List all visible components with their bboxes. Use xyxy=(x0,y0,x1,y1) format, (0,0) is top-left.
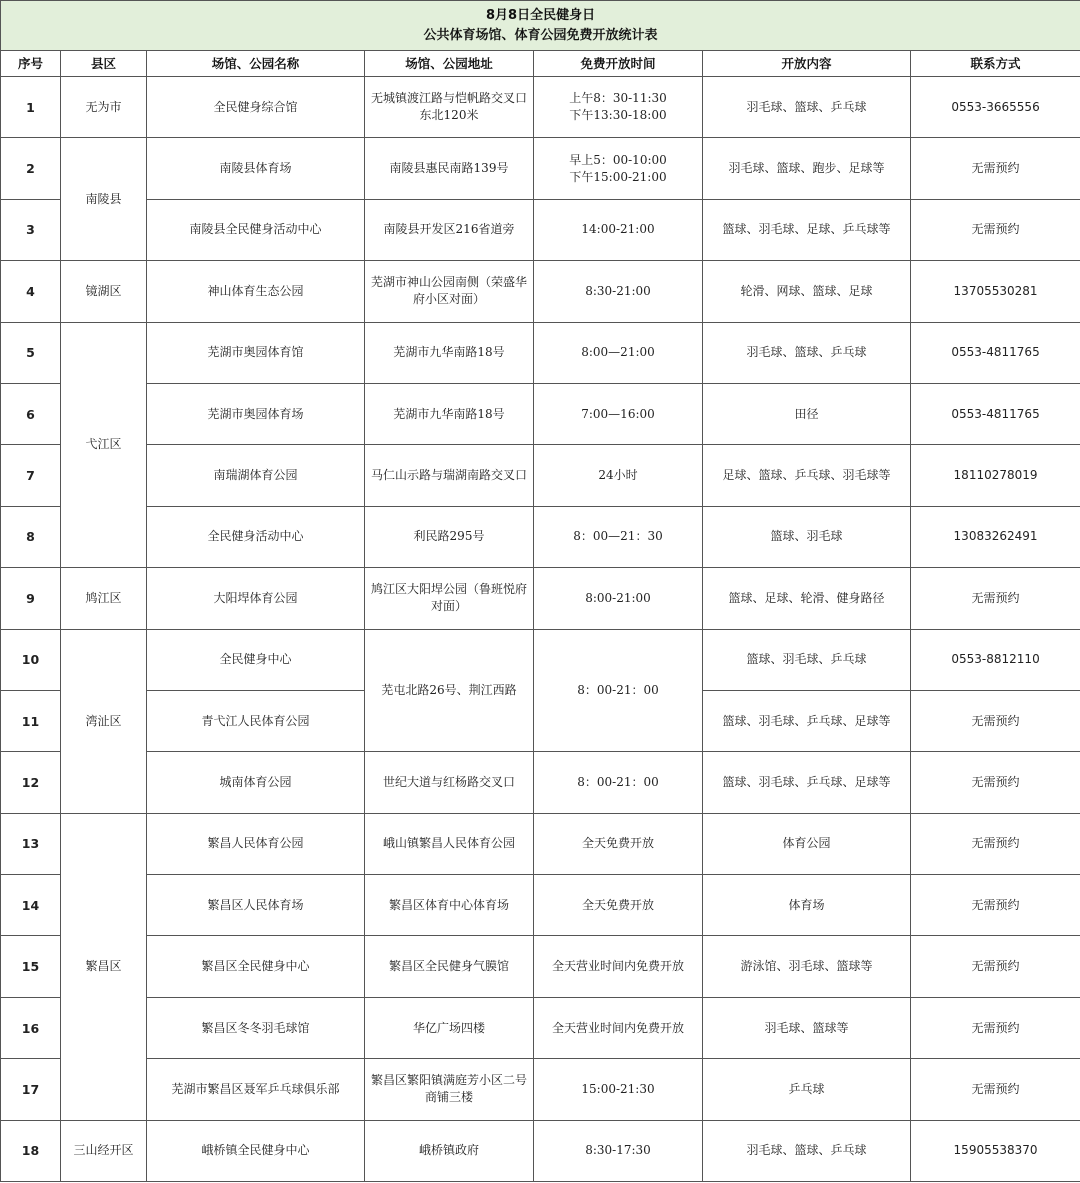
cell-hours: 8:00-21:00 xyxy=(534,568,703,629)
title-row xyxy=(1,1,1080,51)
table-row xyxy=(1,997,1080,1058)
table-row xyxy=(1,383,1080,444)
cell-district: 无为市 xyxy=(61,77,147,138)
cell-name: 芜湖市奥园体育场 xyxy=(147,383,365,444)
cell-address: 峨山镇繁昌人民体育公园 xyxy=(365,813,534,874)
cell-contact: 13083262491 xyxy=(911,506,1080,567)
cell-contact: 无需预约 xyxy=(911,1059,1080,1120)
cell-name: 芜湖市繁昌区聂军乒乓球俱乐部 xyxy=(147,1059,365,1120)
cell-hours: 全天免费开放 xyxy=(534,875,703,936)
cell-name: 神山体育生态公园 xyxy=(147,261,365,322)
header-hours: 免费开放时间 xyxy=(534,51,703,77)
cell-address: 芜屯北路26号、荆江西路 xyxy=(365,629,534,752)
cell-content: 羽毛球、篮球、乒乓球 xyxy=(703,322,911,383)
hours-line-1: 上午8：30-11:30 xyxy=(569,91,667,106)
cell-name: 南瑞湖体育公园 xyxy=(147,445,365,506)
cell-content: 田径 xyxy=(703,383,911,444)
cell-name: 城南体育公园 xyxy=(147,752,365,813)
cell-address: 峨桥镇政府 xyxy=(365,1120,534,1181)
table-row xyxy=(1,875,1080,936)
cell-district: 南陵县 xyxy=(61,138,147,261)
cell-contact: 13705530281 xyxy=(911,261,1080,322)
table-row xyxy=(1,752,1080,813)
cell-seq: 6 xyxy=(1,383,61,444)
cell-address: 世纪大道与红杨路交叉口 xyxy=(365,752,534,813)
cell-contact: 无需预约 xyxy=(911,138,1080,199)
cell-contact: 0553-8812110 xyxy=(911,629,1080,690)
table-row xyxy=(1,138,1080,199)
cell-seq: 17 xyxy=(1,1059,61,1120)
cell-seq: 10 xyxy=(1,629,61,690)
cell-hours: 8:00—21:00 xyxy=(534,322,703,383)
cell-hours: 24小时 xyxy=(534,445,703,506)
cell-seq: 3 xyxy=(1,199,61,260)
header-district: 县区 xyxy=(61,51,147,77)
cell-seq: 1 xyxy=(1,77,61,138)
cell-hours: 全天免费开放 xyxy=(534,813,703,874)
cell-seq: 8 xyxy=(1,506,61,567)
cell-contact: 无需预约 xyxy=(911,936,1080,997)
cell-content: 篮球、羽毛球、乒乓球 xyxy=(703,629,911,690)
cell-hours: 15:00-21:30 xyxy=(534,1059,703,1120)
cell-hours: 全天营业时间内免费开放 xyxy=(534,936,703,997)
cell-name: 南陵县体育场 xyxy=(147,138,365,199)
table-row xyxy=(1,813,1080,874)
cell-address: 芜湖市九华南路18号 xyxy=(365,322,534,383)
table-row xyxy=(1,322,1080,383)
cell-hours: 8:30-21:00 xyxy=(534,261,703,322)
cell-content: 羽毛球、篮球、跑步、足球等 xyxy=(703,138,911,199)
cell-seq: 15 xyxy=(1,936,61,997)
cell-seq: 7 xyxy=(1,445,61,506)
cell-address: 利民路295号 xyxy=(365,506,534,567)
cell-name: 峨桥镇全民健身中心 xyxy=(147,1120,365,1181)
cell-content: 篮球、羽毛球、足球、乒乓球等 xyxy=(703,199,911,260)
cell-content: 体育场 xyxy=(703,875,911,936)
cell-seq: 13 xyxy=(1,813,61,874)
cell-district: 鸠江区 xyxy=(61,568,147,629)
table-row xyxy=(1,1059,1080,1120)
cell-content: 羽毛球、篮球、乒乓球 xyxy=(703,77,911,138)
cell-contact: 无需预约 xyxy=(911,813,1080,874)
cell-contact: 无需预约 xyxy=(911,199,1080,260)
table-row xyxy=(1,506,1080,567)
cell-address: 南陵县惠民南路139号 xyxy=(365,138,534,199)
cell-hours: 7:00—16:00 xyxy=(534,383,703,444)
cell-seq: 2 xyxy=(1,138,61,199)
cell-address: 无城镇渡江路与恺帆路交叉口东北120米 xyxy=(365,77,534,138)
title-line-1: 8月8日全民健身日 xyxy=(486,7,596,23)
table-row xyxy=(1,568,1080,629)
cell-content: 篮球、羽毛球、乒乓球、足球等 xyxy=(703,752,911,813)
title-line-2: 公共体育场馆、体育公园免费开放统计表 xyxy=(423,27,658,43)
cell-hours: 8:30-17:30 xyxy=(534,1120,703,1181)
table-row xyxy=(1,936,1080,997)
cell-name: 繁昌人民体育公园 xyxy=(147,813,365,874)
cell-contact: 0553-3665556 xyxy=(911,77,1080,138)
cell-seq: 9 xyxy=(1,568,61,629)
cell-contact: 0553-4811765 xyxy=(911,322,1080,383)
cell-contact: 18110278019 xyxy=(911,445,1080,506)
cell-content: 足球、篮球、乒乓球、羽毛球等 xyxy=(703,445,911,506)
cell-content: 轮滑、网球、篮球、足球 xyxy=(703,261,911,322)
header-address: 场馆、公园地址 xyxy=(365,51,534,77)
cell-name: 全民健身综合馆 xyxy=(147,77,365,138)
table-row xyxy=(1,1120,1080,1181)
cell-content: 篮球、足球、轮滑、健身路径 xyxy=(703,568,911,629)
cell-content: 篮球、羽毛球 xyxy=(703,506,911,567)
header-name: 场馆、公园名称 xyxy=(147,51,365,77)
cell-district: 镜湖区 xyxy=(61,261,147,322)
cell-hours: 14:00-21:00 xyxy=(534,199,703,260)
hours-line-2: 下午15:00-21:00 xyxy=(569,169,667,184)
cell-seq: 11 xyxy=(1,690,61,751)
cell-district: 三山经开区 xyxy=(61,1120,147,1181)
cell-seq: 18 xyxy=(1,1120,61,1181)
cell-contact: 无需预约 xyxy=(911,568,1080,629)
cell-contact: 无需预约 xyxy=(911,690,1080,751)
cell-address: 繁昌区繁阳镇满庭芳小区二号商铺三楼 xyxy=(365,1059,534,1120)
cell-address: 马仁山示路与瑞湖南路交叉口 xyxy=(365,445,534,506)
cell-address: 繁昌区体育中心体育场 xyxy=(365,875,534,936)
cell-name: 南陵县全民健身活动中心 xyxy=(147,199,365,260)
header-row xyxy=(1,51,1080,77)
cell-hours: 8：00—21：30 xyxy=(534,506,703,567)
cell-seq: 4 xyxy=(1,261,61,322)
cell-content: 羽毛球、篮球、乒乓球 xyxy=(703,1120,911,1181)
table-row xyxy=(1,445,1080,506)
cell-hours: 8：00-21：00 xyxy=(534,629,703,752)
cell-seq: 16 xyxy=(1,997,61,1058)
cell-name: 繁昌区全民健身中心 xyxy=(147,936,365,997)
cell-contact: 0553-4811765 xyxy=(911,383,1080,444)
cell-seq: 5 xyxy=(1,322,61,383)
cell-name: 繁昌区人民体育场 xyxy=(147,875,365,936)
cell-district: 湾沚区 xyxy=(61,629,147,813)
cell-name: 芜湖市奥园体育馆 xyxy=(147,322,365,383)
cell-address: 芜湖市九华南路18号 xyxy=(365,383,534,444)
hours-line-2: 下午13:30-18:00 xyxy=(569,108,667,123)
cell-contact: 无需预约 xyxy=(911,997,1080,1058)
cell-contact: 无需预约 xyxy=(911,875,1080,936)
cell-hours xyxy=(534,77,703,138)
hours-line-1: 早上5：00-10:00 xyxy=(569,152,667,167)
header-seq: 序号 xyxy=(1,51,61,77)
cell-address: 芜湖市神山公园南侧（荣盛华府小区对面） xyxy=(365,261,534,322)
cell-content: 体育公园 xyxy=(703,813,911,874)
cell-hours: 全天营业时间内免费开放 xyxy=(534,997,703,1058)
cell-name: 繁昌区冬冬羽毛球馆 xyxy=(147,997,365,1058)
cell-contact: 15905538370 xyxy=(911,1120,1080,1181)
cell-content: 篮球、羽毛球、乒乓球、足球等 xyxy=(703,690,911,751)
header-content: 开放内容 xyxy=(703,51,911,77)
table-title xyxy=(1,1,1080,51)
cell-contact: 无需预约 xyxy=(911,752,1080,813)
cell-address: 华亿广场四楼 xyxy=(365,997,534,1058)
cell-address: 鸠江区大阳垾公园（鲁班悦府对面） xyxy=(365,568,534,629)
table-row xyxy=(1,77,1080,138)
cell-hours xyxy=(534,138,703,199)
cell-name: 大阳垾体育公园 xyxy=(147,568,365,629)
cell-name: 全民健身活动中心 xyxy=(147,506,365,567)
table-row xyxy=(1,629,1080,690)
cell-content: 乒乓球 xyxy=(703,1059,911,1120)
cell-seq: 14 xyxy=(1,875,61,936)
table-row xyxy=(1,261,1080,322)
cell-address: 南陵县开发区216省道旁 xyxy=(365,199,534,260)
cell-district: 繁昌区 xyxy=(61,813,147,1120)
cell-district: 弋江区 xyxy=(61,322,147,568)
table-row xyxy=(1,199,1080,260)
cell-name: 全民健身中心 xyxy=(147,629,365,690)
cell-address: 繁昌区全民健身气膜馆 xyxy=(365,936,534,997)
cell-seq: 12 xyxy=(1,752,61,813)
header-contact: 联系方式 xyxy=(911,51,1080,77)
cell-content: 游泳馆、羽毛球、篮球等 xyxy=(703,936,911,997)
cell-content: 羽毛球、篮球等 xyxy=(703,997,911,1058)
cell-hours: 8：00-21：00 xyxy=(534,752,703,813)
cell-name: 青弋江人民体育公园 xyxy=(147,690,365,751)
